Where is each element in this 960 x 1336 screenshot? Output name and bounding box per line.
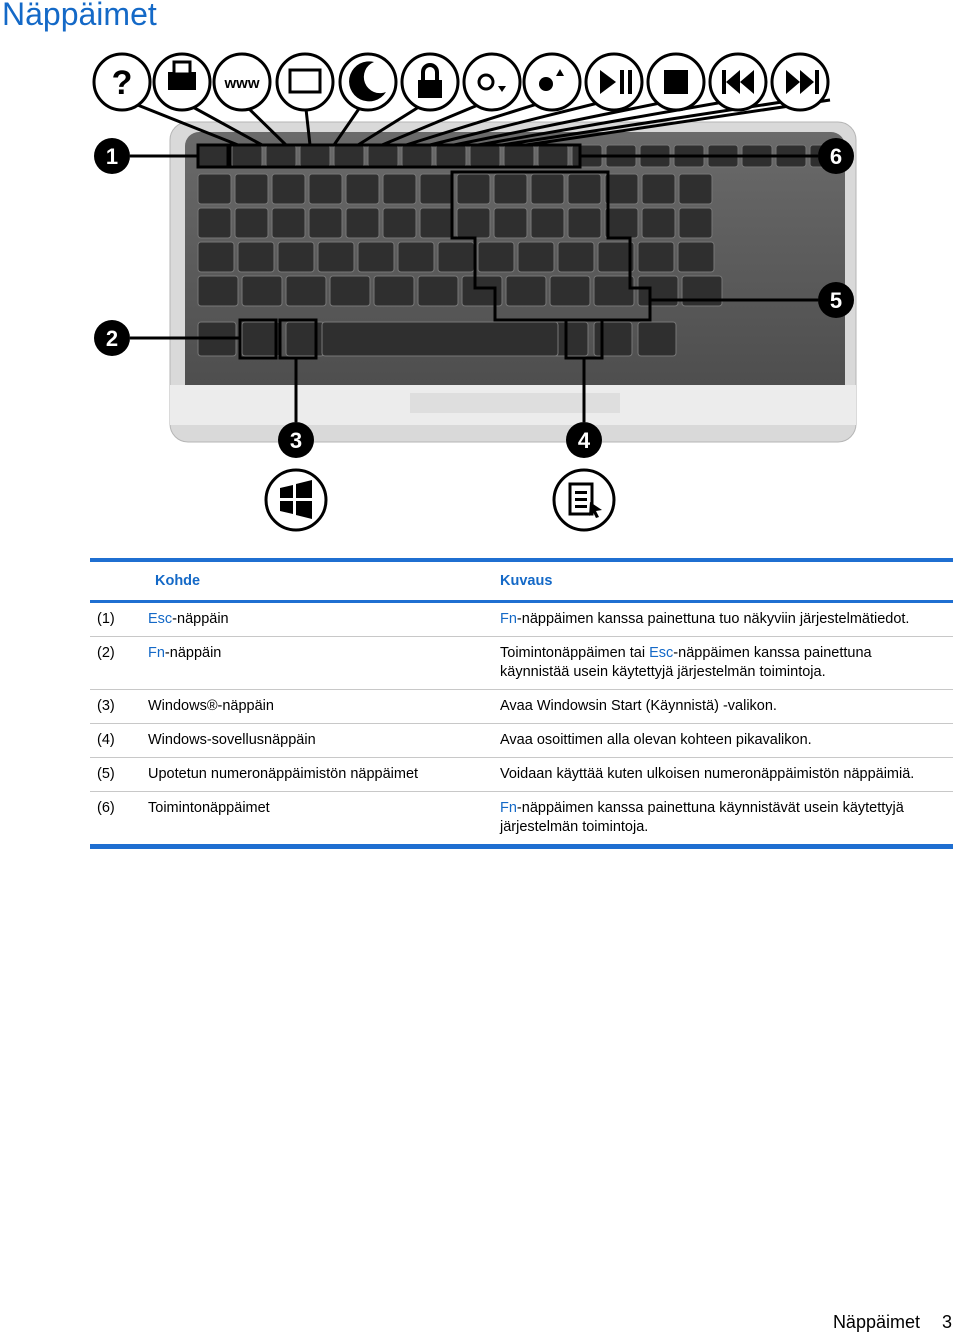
header-description: Kuvaus — [500, 572, 553, 589]
row-description — [500, 690, 953, 723]
space-bar — [322, 322, 558, 356]
item-text: -näppäin — [172, 611, 229, 627]
key — [272, 174, 305, 204]
key — [478, 242, 514, 272]
item-text: Windows-sovellusnäppäin — [148, 732, 316, 748]
row-item — [148, 690, 500, 723]
key — [309, 208, 342, 238]
description-text: -näppäimen kanssa painettuna — [673, 645, 872, 661]
display-switch-icon — [277, 54, 333, 110]
key — [457, 208, 490, 238]
key — [266, 145, 296, 167]
callout-4: 4 — [577, 428, 591, 453]
key — [558, 242, 594, 272]
key — [358, 242, 394, 272]
key — [638, 242, 674, 272]
key — [374, 276, 414, 306]
item-text: Upotetun numeronäppäimistön näppäimet — [148, 766, 419, 782]
description-line — [500, 697, 953, 716]
row-item — [148, 792, 500, 844]
description-text: Avaa Windowsin Start (Käynnistä) -valikon. — [500, 698, 777, 714]
key — [638, 322, 676, 356]
key — [594, 276, 634, 306]
key — [594, 322, 632, 356]
key — [368, 145, 398, 167]
page-footer — [833, 1312, 952, 1333]
row-number: (5) — [97, 766, 115, 782]
table-bottom-rule — [90, 844, 953, 849]
table-header — [90, 562, 953, 603]
description-line — [500, 610, 953, 629]
key — [642, 174, 675, 204]
row-description — [500, 637, 953, 689]
key-name-highlight: Esc — [649, 645, 674, 661]
description-text: -näppäimen kanssa painettuna käynnistävät usein käytettyjä — [516, 800, 904, 816]
key — [531, 174, 564, 204]
description-text: Voidaan käyttää kuten ulkoisen numeronäppäimistön näppäimiä. — [500, 766, 915, 782]
item-text: Windows®-näppäin — [148, 698, 274, 714]
key — [420, 174, 453, 204]
key — [504, 145, 534, 167]
www-label: www — [224, 75, 260, 92]
key — [402, 145, 432, 167]
key — [198, 208, 231, 238]
key — [642, 208, 675, 238]
key — [678, 242, 714, 272]
key — [518, 242, 554, 272]
description-text: -näppäimen kanssa painettuna tuo näkyviin järjestelmätiedot. — [516, 611, 910, 627]
key-name-highlight: Fn — [500, 800, 517, 816]
key — [679, 174, 712, 204]
key — [330, 276, 370, 306]
key — [457, 174, 490, 204]
key — [346, 208, 379, 238]
key — [438, 242, 474, 272]
header-item: Kohde — [155, 572, 201, 589]
row-item — [148, 758, 500, 791]
key — [238, 242, 274, 272]
key — [286, 276, 326, 306]
key — [235, 208, 268, 238]
description-text: Avaa osoittimen alla olevan kohteen pikavalikon. — [500, 732, 812, 748]
key — [418, 276, 458, 306]
description-text: järjestelmän toimintoja. — [500, 819, 649, 835]
table-row — [90, 637, 953, 690]
row-item — [148, 724, 500, 757]
key — [334, 145, 364, 167]
description-line — [500, 799, 953, 818]
row-description — [500, 724, 953, 757]
key — [346, 174, 379, 204]
key — [538, 145, 568, 167]
callout-3: 3 — [289, 428, 303, 453]
key — [242, 276, 282, 306]
key-name-highlight: Fn — [500, 611, 517, 627]
key — [242, 322, 280, 356]
key — [470, 145, 500, 167]
key — [272, 208, 305, 238]
row-number: (1) — [97, 611, 115, 627]
key-name-highlight: Fn — [148, 645, 165, 661]
key — [198, 276, 238, 306]
key — [232, 145, 262, 167]
function-icons — [94, 54, 828, 110]
item-text: -näppäin — [164, 645, 222, 661]
key-name-highlight: Esc — [148, 611, 173, 627]
windows-logo-icon — [266, 470, 326, 530]
table-row — [90, 792, 953, 844]
row-item — [148, 603, 500, 636]
row-description — [500, 792, 953, 844]
key — [531, 208, 564, 238]
callout-5: 5 — [829, 288, 843, 313]
row-description — [500, 603, 953, 636]
key — [506, 276, 546, 306]
key — [679, 208, 712, 238]
key — [494, 174, 527, 204]
description-line — [500, 818, 953, 837]
key — [550, 276, 590, 306]
key — [300, 145, 330, 167]
keys-table — [90, 558, 953, 849]
key — [318, 242, 354, 272]
key — [605, 208, 638, 238]
row-number: (6) — [97, 800, 115, 816]
page-title: Näppäimet — [2, 0, 157, 32]
key — [494, 208, 527, 238]
key — [383, 174, 416, 204]
key — [420, 208, 453, 238]
description-text: Toimintonäppäimen tai — [500, 645, 650, 661]
table-row — [90, 758, 953, 792]
row-item — [148, 637, 500, 689]
row-description — [500, 758, 953, 791]
key — [436, 145, 466, 167]
svg-text:?: ? — [111, 64, 133, 102]
row-number: (3) — [97, 698, 115, 714]
row-number: (2) — [97, 645, 115, 661]
description-line — [500, 765, 953, 784]
key — [568, 174, 601, 204]
table-row — [90, 603, 953, 637]
item-text: Toimintonäppäimet — [148, 800, 270, 816]
description-line — [500, 731, 953, 750]
callout-2: 2 — [105, 326, 119, 351]
footer-section: Näppäimet — [832, 1312, 920, 1332]
key — [309, 174, 342, 204]
key — [198, 145, 228, 167]
description-text: käynnistää usein käytettyjä järjestelmän toimintoja. — [500, 664, 826, 680]
key — [198, 174, 231, 204]
table-row — [90, 690, 953, 724]
speaker-grille — [410, 393, 620, 413]
description-line — [500, 644, 953, 663]
row-number: (4) — [97, 732, 115, 748]
key — [398, 242, 434, 272]
key — [198, 242, 234, 272]
key — [568, 208, 601, 238]
callout-1: 1 — [105, 144, 119, 169]
description-line — [500, 663, 953, 682]
keyboard-figure — [90, 50, 860, 540]
key — [383, 208, 416, 238]
table-row — [90, 724, 953, 758]
key — [235, 174, 268, 204]
footer-page-number: 3 — [941, 1312, 952, 1332]
key — [278, 242, 314, 272]
key — [286, 322, 324, 356]
callout-6: 6 — [829, 144, 843, 169]
key — [605, 174, 638, 204]
